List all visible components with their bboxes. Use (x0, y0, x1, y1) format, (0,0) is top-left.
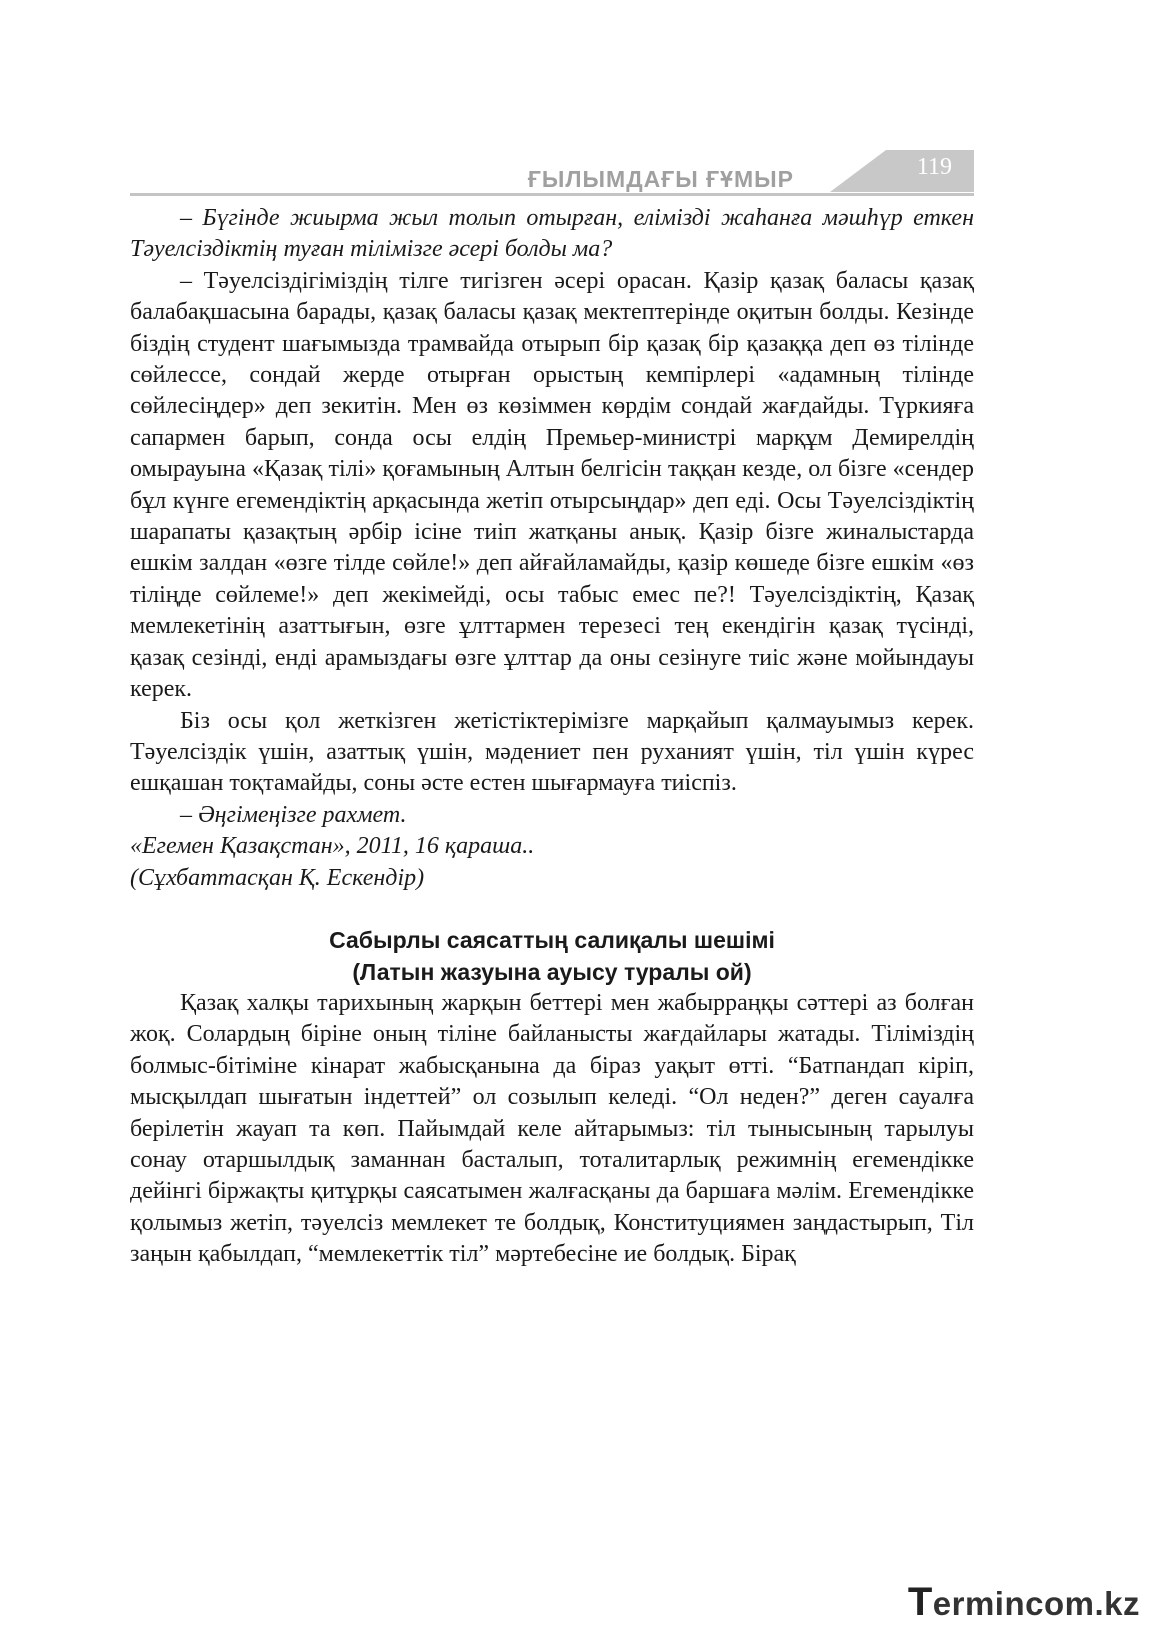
section-paragraph: Қазақ халқы тарихының жарқын беттері мен жабырраңқы сәттері аз болған жоқ. Солардың біріне оның тіліне байланысты жағдайлары жатады. Тіліміздің болмыс-бітіміне кінарат жабысқанына да біраз уақыт өтті. “Батпандап кіріп, мысқылдап шығатын індеттей” ол созылып келеді. “Ол неден?” деген сауалға берілетін жауап та көп. Пайымдай келе айтарымыз: тіл тынысының тарылуы сонау отаршылдық заманнан басталып, тоталитарлық режимнің егемендікке дейінгі біржақты қитұрқы саясатымен жалғасқаны да баршаға мәлім. Егемендікке қолымыз жетіп, тәуелсіз мемлекет те болдық, Конституциямен заңдастырып, Тіл заңын қабылдап, “мемлекеттік тіл” мәртебесіне ие болдық. Бірақ (130, 989, 974, 1268)
header-page-tab (830, 150, 974, 192)
interviewer-credit: (Сұхбаттасқан Қ. Ескендір) (130, 864, 425, 891)
page-body (130, 203, 974, 1271)
interview-answer: – Тәуелсіздігіміздің тілге тигізген әсері орасан. Қазір қазақ баласы қазақ балабақшасына барады, қазақ баласы қазақ мектептерінде оқитын болды. Кезінде біздің студент шағымызда трамвайда отырып бір қазақ бір қазаққа деп өз тілінде сөйлессе, сондай жерде отырған орыстың кемпірлері «адамның тілінде сөйлесіңдер» деп зекитін. Мен өз көзіммен көрдім сондай жағдайды. Түркияға сапармен барып, сонда осы елдің Премьер-министрі марқұм Демирелдің омырауына «Қазақ тілі» қоғамының Алтын белгісін таққан кезде, ол бізге «сендер бұл күнге егемендіктің арқасында жетіп отырсыңдар» деп еді. Осы Тәуелсіздіктің шарапаты қазақтың әрбір ісіне тиіп жатқаны анық. Қазір бізге жиналыстарда ешкім залдан «өзге тілде сөйле!» деп айғайламайды, қазір көшеде бізге ешкім «өз тіліңде сөйлеме!» деп жекімейді, осы табыс емес пе?! Тәуелсіздіктің, Қазақ мемлекетінің азаттығын, өзге ұлттармен терезесі тең екендігін қазақ түсінді, қазақ сезінді, енді арамыздағы өзге ұлттар да оны сезінуге тиіс және мойындауы керек. (130, 267, 974, 703)
watermark-text: ermincom.kz (932, 1585, 1140, 1622)
watermark-logo (908, 1580, 1140, 1625)
watermark-initial: T (907, 1580, 933, 1624)
source-citation: «Егемен Қазақстан», 2011, 16 қараша.. (130, 833, 535, 860)
page-number: 119 (916, 154, 952, 180)
running-header (130, 150, 974, 196)
section-heading (130, 924, 974, 988)
section-subtitle: (Латын жазуына ауысу туралы ой) (352, 958, 752, 985)
header-rule (130, 193, 974, 196)
running-header-title: ҒЫЛЫМДАҒЫ ҒҰМЫР (527, 166, 794, 192)
section-title: Сабырлы саясаттың салиқалы шешімі (329, 926, 775, 953)
interview-answer-continued: Біз осы қол жеткізген жетістіктерімізге марқайып қалмауымыз керек. Тәуелсіздік үшін, азаттық үшін, мәдениет пен руханият үшін, тіл үшін күрес ешқашан тоқтамайды, соны әсте естен шығармауға тиіспіз. (130, 707, 974, 797)
interview-thanks: – Әңгімеңізге рахмет. (180, 801, 407, 828)
interview-question: – Бүгінде жиырма жыл толып отырған, елімізді жаһанға мәшһүр еткен Тәуелсіздіктің туған тілімізге әсері болды ма? (130, 205, 974, 263)
